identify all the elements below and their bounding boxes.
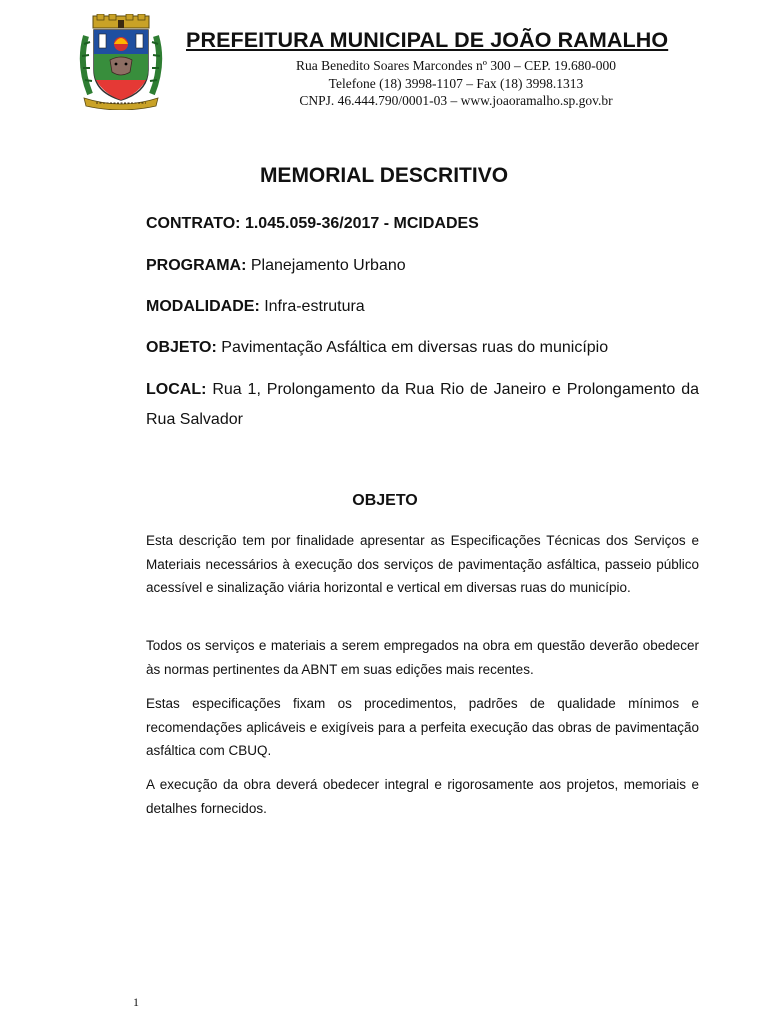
program-value: Planejamento Urbano	[246, 257, 406, 274]
paragraph-specifications: Estas especificações fixam os procedimentos, padrões de qualidade mínimos e recomendações aplicáveis e exigíveis para a perfeita execução das obras de pavimentação asfáltica com CBUQ.	[146, 696, 699, 758]
header-address: Rua Benedito Soares Marcondes nº 300 – CEP. 19.680-000	[296, 58, 616, 73]
location-label: LOCAL:	[146, 381, 207, 398]
document-title: MEMORIAL DESCRITIVO	[259, 164, 509, 187]
location-value: Rua 1, Prolongamento da Rua Rio de Janeiro e Prolongamento da Rua Salvador	[146, 381, 699, 428]
paragraph-standards: Todos os serviços e materiais a serem empregados na obra em questão deverão obedecer às normas pertinentes da ABNT em suas edições mais recentes.	[146, 638, 699, 677]
modality-field	[146, 292, 699, 322]
paragraph-execution: A execução da obra deverá obedecer integral e rigorosamente aos projetos, memoriais e detalhes fornecidos.	[146, 777, 699, 816]
contract-field	[146, 209, 699, 239]
object-label: OBJETO:	[146, 339, 217, 356]
paragraph-purpose: Esta descrição tem por finalidade apresentar as Especificações Técnicas dos Serviços e Materiais necessários à execução dos serviços de pavimentação asfáltica, passeio público acessível e sinalização viária horizontal e vertical em diversas ruas do município.	[146, 533, 699, 595]
header-phone: Telefone (18) 3998-1107 – Fax (18) 3998.1313	[328, 76, 584, 91]
object-value: Pavimentação Asfáltica em diversas ruas do município	[216, 339, 609, 356]
location-field	[146, 375, 699, 435]
program-field	[146, 251, 699, 281]
section-title: OBJETO	[352, 492, 418, 509]
modality-label: MODALIDADE:	[146, 298, 260, 315]
program-label: PROGRAMA:	[146, 257, 247, 274]
coat-of-arms-icon	[76, 14, 166, 110]
organization-name: PREFEITURA MUNICIPAL DE JOÃO RAMALHO	[186, 28, 669, 52]
page-number: 1	[133, 995, 139, 1009]
object-field	[146, 333, 699, 363]
modality-value: Infra-estrutura	[259, 298, 365, 315]
contract-label: CONTRATO: 1.045.059-36/2017 - MCIDADES	[146, 215, 479, 232]
header-cnpj: CNPJ. 46.444.790/0001-03 – www.joaoramalho.sp.gov.br	[299, 93, 613, 108]
